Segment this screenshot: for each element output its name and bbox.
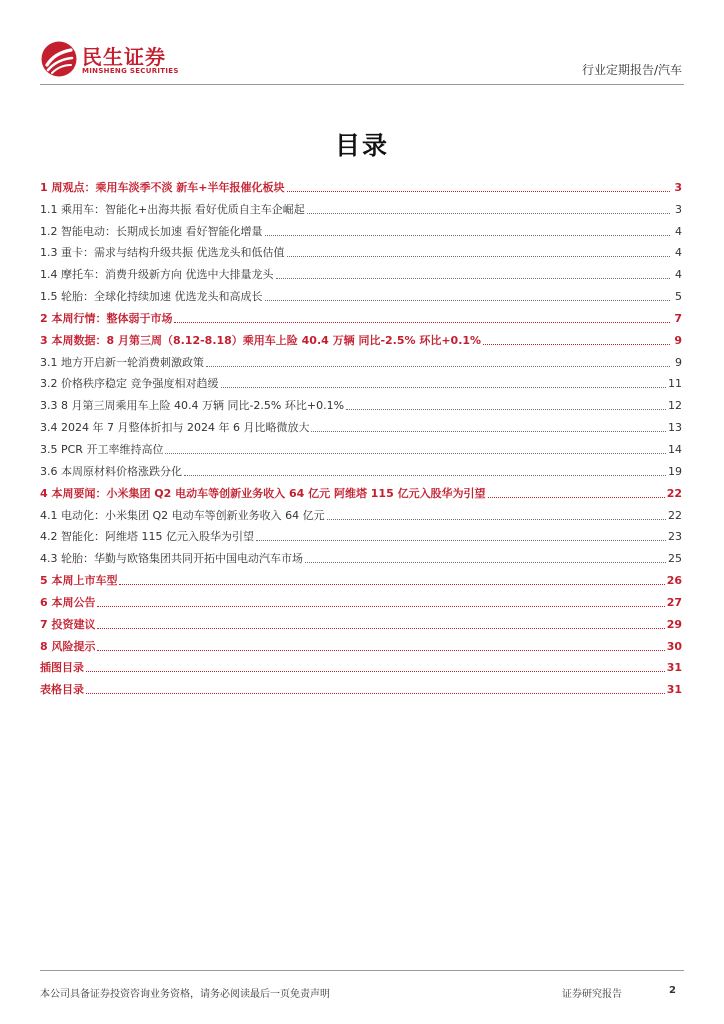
toc-entry-page: 26 xyxy=(666,574,682,588)
toc-entry-label: 插图目录 xyxy=(40,661,84,675)
toc-entry-label: 4.2 智能化：阿维塔 115 亿元入股华为引望 xyxy=(40,530,254,544)
toc-entry[interactable] xyxy=(40,655,682,677)
toc-entry-label: 8 风险提示 xyxy=(40,639,96,653)
toc-dot-leader xyxy=(483,344,670,345)
toc-entry[interactable] xyxy=(40,283,682,305)
toc-entry-label: 1.2 智能电动：长期成长加速 看好智能化增量 xyxy=(40,224,263,238)
toc-dot-leader xyxy=(97,650,664,651)
toc-dot-leader xyxy=(276,278,671,279)
page-title: 目录 xyxy=(334,131,389,160)
toc-dot-leader xyxy=(488,497,665,498)
toc-dot-leader xyxy=(346,409,666,410)
toc-entry-page: 4 xyxy=(675,268,682,282)
minsheng-logo-icon xyxy=(40,40,78,78)
toc-entry-label: 3.2 价格秩序稳定 竞争强度相对趋缓 xyxy=(40,377,219,391)
toc-dot-leader xyxy=(265,235,671,236)
toc-dot-leader xyxy=(311,431,666,432)
toc-dot-leader xyxy=(287,256,671,257)
toc-entry-label: 2 本周行情：整体弱于市场 xyxy=(40,311,173,325)
toc-entry-label: 3.5 PCR 开工率维持高位 xyxy=(40,442,164,456)
toc-entry[interactable] xyxy=(40,327,682,349)
toc-entry-page: 13 xyxy=(668,421,682,435)
toc-entry[interactable] xyxy=(40,633,682,655)
logo-english-name: MINSHENG SECURITIES xyxy=(82,67,179,75)
toc-entry[interactable] xyxy=(40,174,682,196)
toc-entry[interactable] xyxy=(40,218,682,240)
toc-entry-label: 1.1 乘用车：智能化+出海共振 看好优质自主车企崛起 xyxy=(40,202,305,216)
toc-dot-leader xyxy=(86,671,665,672)
toc-entry-label: 3 本周数据：8 月第三周（8.12-8.18）乘用车上险 40.4 万辆 同比-2.5% 环比+0.1% xyxy=(40,333,482,347)
toc-entry-label: 4 本周要闻：小米集团 Q2 电动车等创新业务收入 64 亿元 阿维塔 115 亿元入股华为引望 xyxy=(40,486,486,500)
toc-entry[interactable] xyxy=(40,676,682,698)
toc-entry-page: 31 xyxy=(666,683,682,697)
toc-dot-leader xyxy=(265,300,671,301)
toc-entry-page: 23 xyxy=(668,530,682,544)
toc-dot-leader xyxy=(174,322,670,323)
toc-entry-label: 3.3 8 月第三周乘用车上险 40.4 万辆 同比-2.5% 环比+0.1% xyxy=(40,399,345,413)
toc-entry-page: 27 xyxy=(666,595,682,609)
toc-dot-leader xyxy=(305,562,666,563)
toc-entry-page: 11 xyxy=(668,377,682,391)
toc-dot-leader xyxy=(307,213,670,214)
toc-dot-leader xyxy=(287,191,670,192)
toc-entry-label: 1.3 重卡：需求与结构升级共振 优选龙头和低估值 xyxy=(40,246,285,260)
toc-entry-label: 4.1 电动化：小米集团 Q2 电动车等创新业务收入 64 亿元 xyxy=(40,508,325,522)
page-footer xyxy=(40,970,684,1005)
toc-entry-page: 29 xyxy=(666,617,682,631)
toc-entry[interactable] xyxy=(40,567,682,589)
toc-entry[interactable] xyxy=(40,371,682,393)
toc-entry-page: 3 xyxy=(675,202,682,216)
toc-dot-leader xyxy=(165,453,666,454)
toc-entry[interactable] xyxy=(40,502,682,524)
toc-dot-leader xyxy=(221,387,667,388)
toc-dot-leader xyxy=(327,519,666,520)
toc-entry-page: 9 xyxy=(675,355,682,369)
toc-entry-page: 12 xyxy=(668,399,682,413)
toc-entry[interactable] xyxy=(40,611,682,633)
company-logo xyxy=(40,40,220,80)
toc-entry-page: 7 xyxy=(674,311,682,325)
toc-entry[interactable] xyxy=(40,589,682,611)
toc-entry-label: 表格目录 xyxy=(40,683,84,697)
toc-entry-page: 22 xyxy=(668,508,682,522)
toc-entry[interactable] xyxy=(40,458,682,480)
toc-entry-label: 7 投资建议 xyxy=(40,617,96,631)
toc-dot-leader xyxy=(184,475,666,476)
toc-entry[interactable] xyxy=(40,414,682,436)
toc-entry-label: 3.1 地方开启新一轮消费刺激政策 xyxy=(40,355,204,369)
toc-entry[interactable] xyxy=(40,392,682,414)
toc-entry-page: 19 xyxy=(668,464,682,478)
toc-entry-label: 6 本周公告 xyxy=(40,595,96,609)
toc-entry-page: 30 xyxy=(666,639,682,653)
report-type-label: 行业定期报告/汽车 xyxy=(581,63,682,77)
toc-dot-leader xyxy=(206,366,670,367)
toc-entry-page: 31 xyxy=(666,661,682,675)
toc-dot-leader xyxy=(97,606,664,607)
toc-dot-leader xyxy=(256,540,666,541)
toc-entry[interactable] xyxy=(40,196,682,218)
toc-entry[interactable] xyxy=(40,480,682,502)
toc-entry-label: 1.4 摩托车：消费升级新方向 优选中大排量龙头 xyxy=(40,268,274,282)
toc-entry-page: 5 xyxy=(675,290,682,304)
toc-entry-label: 1.5 轮胎：全球化持续加速 优选龙头和高成长 xyxy=(40,290,263,304)
logo-chinese-name: 民生证券 xyxy=(82,45,166,69)
toc-entry-page: 4 xyxy=(675,224,682,238)
toc-entry-page: 3 xyxy=(674,180,682,194)
toc-entry-label: 4.3 轮胎：华勤与欧铬集团共同开拓中国电动汽车市场 xyxy=(40,552,303,566)
toc-entry-label: 3.4 2024 年 7 月整体折扣与 2024 年 6 月比略微放大 xyxy=(40,421,310,435)
toc-entry-page: 25 xyxy=(668,552,682,566)
footer-disclaimer: 本公司具备证券投资咨询业务资格，请务必阅读最后一页免责声明 xyxy=(40,989,330,1000)
toc-entry[interactable] xyxy=(40,436,682,458)
footer-report-label: 证券研究报告 xyxy=(562,989,622,1000)
toc-entry-label: 1 周观点：乘用车淡季不淡 新车+半年报催化板块 xyxy=(40,180,285,194)
toc-entry[interactable] xyxy=(40,349,682,371)
toc-dot-leader xyxy=(86,693,665,694)
toc-entry[interactable] xyxy=(40,261,682,283)
toc-dot-leader xyxy=(119,584,664,585)
toc-entry[interactable] xyxy=(40,305,682,327)
toc-entry[interactable] xyxy=(40,545,682,567)
toc-entry-label: 3.6 本周原材料价格涨跌分化 xyxy=(40,464,182,478)
toc-entry[interactable] xyxy=(40,240,682,262)
toc-entry-page: 14 xyxy=(668,442,682,456)
toc-entry-page: 4 xyxy=(675,246,682,260)
toc-entry-label: 5 本周上市车型 xyxy=(40,574,118,588)
page-header xyxy=(40,38,684,85)
footer-page-number: 2 xyxy=(669,985,676,996)
toc-entry-page: 9 xyxy=(674,333,682,347)
toc-entry-page: 22 xyxy=(666,486,682,500)
toc-dot-leader xyxy=(97,628,664,629)
table-of-contents xyxy=(40,174,682,698)
toc-entry[interactable] xyxy=(40,524,682,546)
